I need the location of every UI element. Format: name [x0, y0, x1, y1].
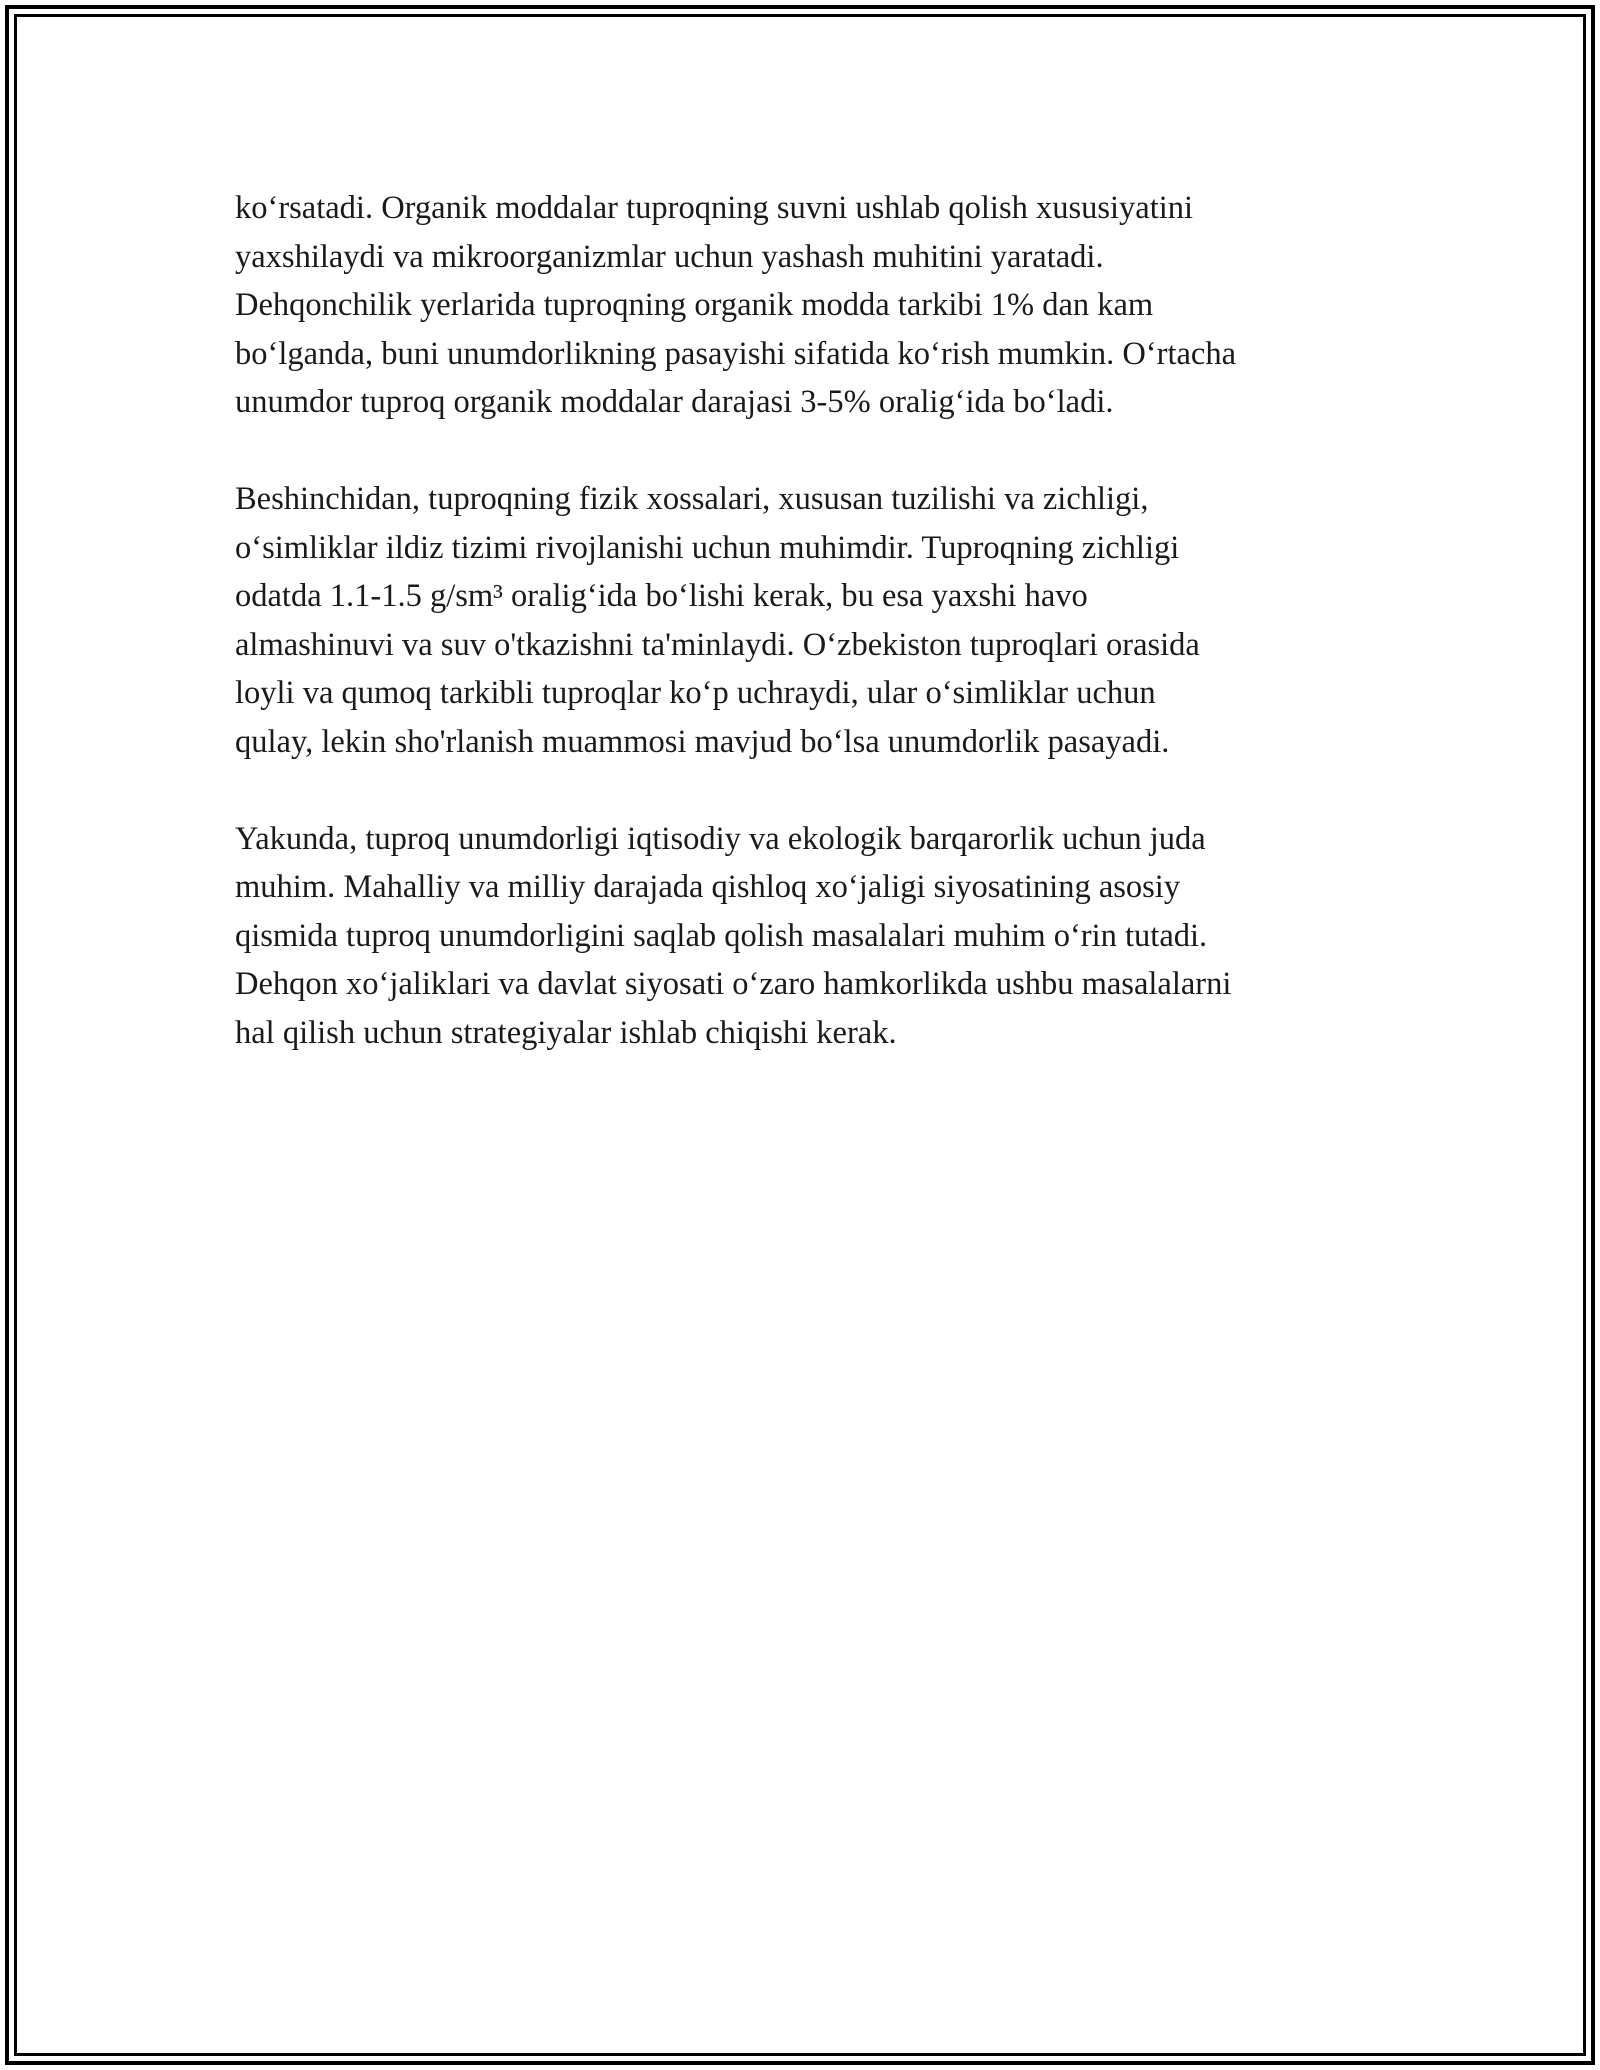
text-line: o‘simliklar ildiz tizimi rivojlanishi uchun muhimdir. Tuproqning zichligi [235, 529, 1180, 566]
text-line: yaxshilaydi va mikroorganizmlar uchun yashash muhitini yaratadi. [235, 238, 1104, 275]
text-line: muhim. Mahalliy va milliy darajada qishloq xo‘jaligi siyosatining asosiy [235, 869, 1181, 905]
document-body [235, 184, 1375, 1106]
paragraph-physical-properties [235, 475, 1375, 766]
text-line: Dehqon xo‘jaliklari va davlat siyosati o‘zaro hamkorlikda ushbu masalalarni [235, 966, 1232, 1002]
text-line: Dehqonchilik yerlarida tuproqning organik modda tarkibi 1% dan kam [235, 287, 1154, 323]
paragraph-organic-matter [235, 184, 1375, 427]
text-line: loyli va qumoq tarkibli tuproqlar ko‘p uchraydi, ular o‘simliklar uchun [235, 675, 1156, 711]
text-line: unumdor tuproq organik moddalar darajasi 3-5% oralig‘ida bo‘ladi. [235, 384, 1114, 420]
text-line: bo‘lganda, buni unumdorlikning pasayishi sifatida ko‘rish mumkin. O‘rtacha [235, 335, 1236, 372]
text-line: Beshinchidan, tuproqning fizik xossalari, xususan tuzilishi va zichligi, [235, 481, 1149, 517]
text-line: ko‘rsatadi. Organik moddalar tuproqning suvni ushlab qolish xususiyatini [235, 190, 1194, 226]
paragraph-conclusion [235, 815, 1375, 1058]
text-line: odatda 1.1-1.5 g/sm³ oralig‘ida bo‘lishi kerak, bu esa yaxshi havo [235, 578, 1088, 614]
text-line: qismida tuproq unumdorligini saqlab qolish masalalari muhim o‘rin tutadi. [235, 917, 1208, 954]
text-line: hal qilish uchun strategiyalar ishlab chiqishi kerak. [235, 1014, 897, 1051]
text-line: Yakunda, tuproq unumdorligi iqtisodiy va ekologik barqarorlik uchun juda [235, 820, 1206, 857]
text-line: qulay, lekin sho'rlanish muammosi mavjud bo‘lsa unumdorlik pasayadi. [235, 723, 1170, 760]
text-line: almashinuvi va suv o'tkazishni ta'minlaydi. O‘zbekiston tuproqlari orasida [235, 626, 1200, 663]
